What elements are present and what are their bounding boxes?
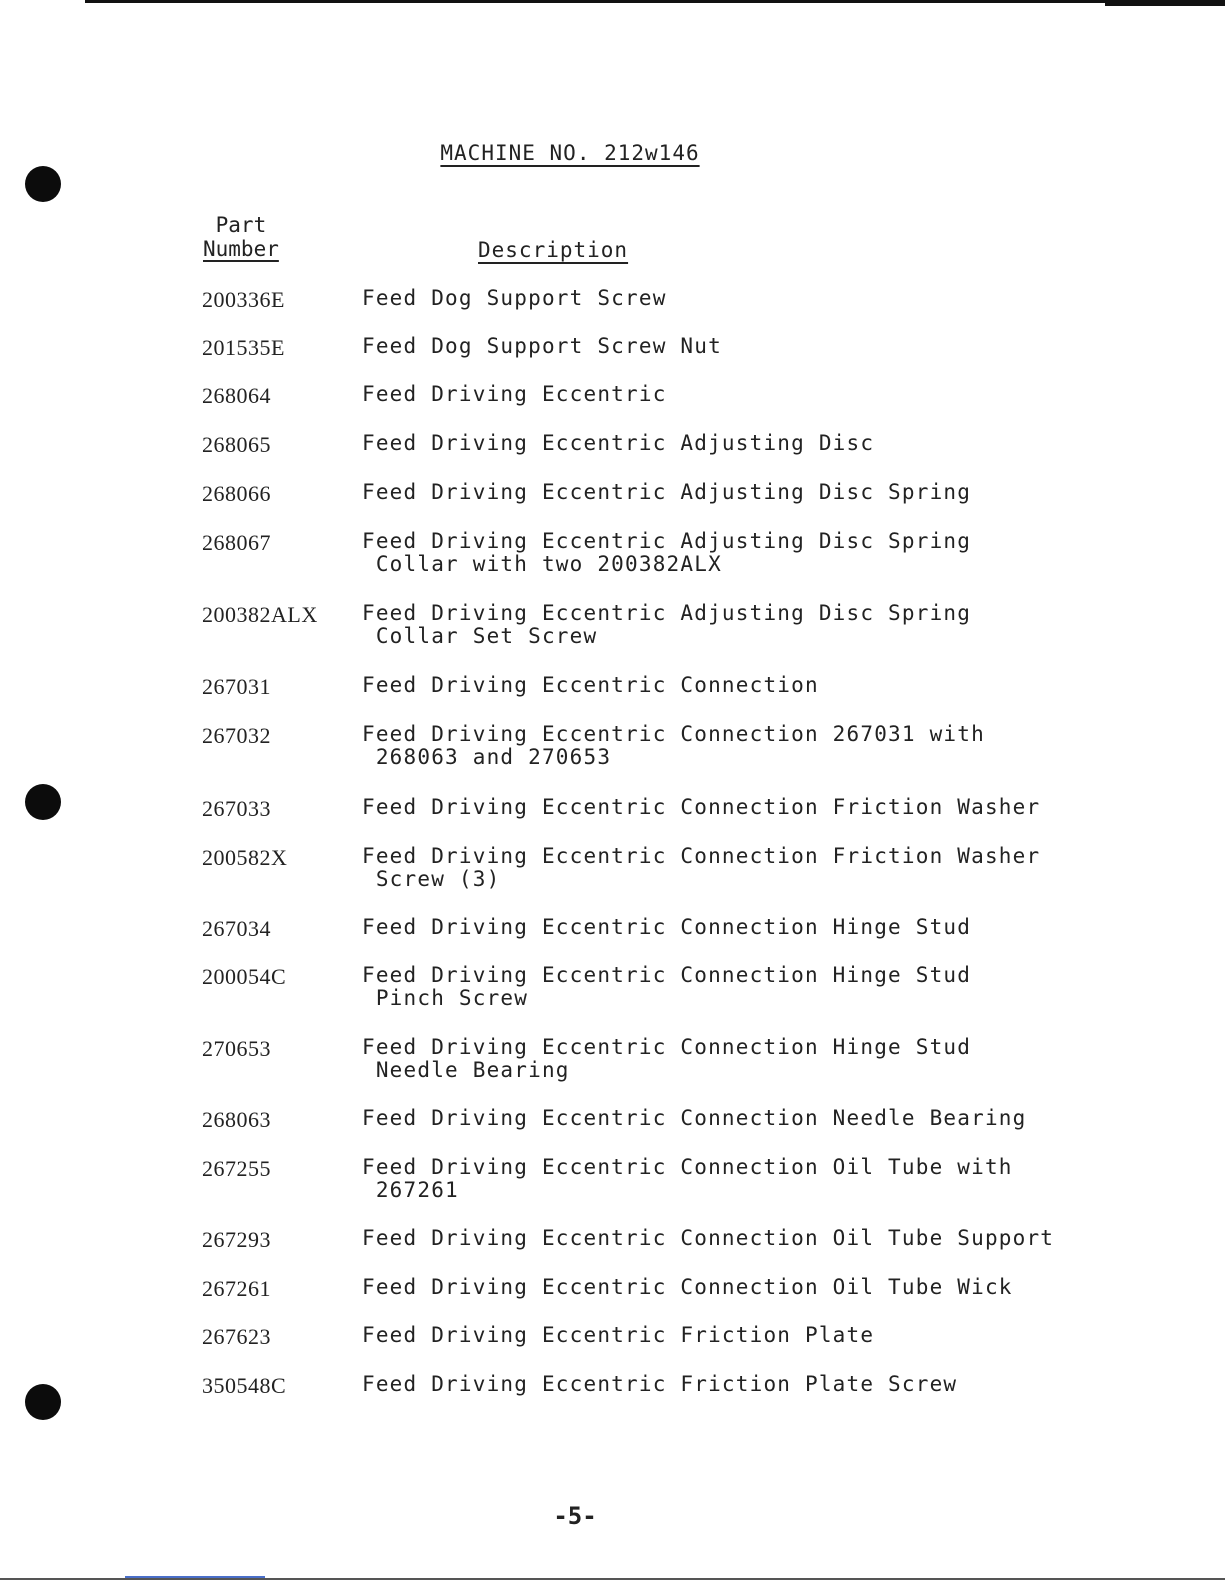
part-description: Feed Dog Support Screw <box>362 286 667 310</box>
part-description: Feed Driving Eccentric Connection 267031 with 268063 and 270653 <box>362 722 985 769</box>
part-number: 200054C <box>202 964 287 989</box>
part-description: Feed Driving Eccentric Connection <box>362 673 819 697</box>
part-description: Feed Driving Eccentric Connection Hinge Stud <box>362 915 972 939</box>
description-header: Description <box>478 238 629 262</box>
part-description: Feed Driving Eccentric Adjusting Disc <box>362 431 875 455</box>
part-description: Feed Driving Eccentric Connection Hinge Stud Pinch Screw <box>362 963 972 1010</box>
part-description: Feed Driving Eccentric Connection Oil Tube Wick <box>362 1275 1013 1299</box>
part-number: 350548C <box>202 1373 287 1398</box>
page-number: -5- <box>553 1502 597 1530</box>
part-number: 200582X <box>202 845 288 870</box>
part-number-header <box>203 213 279 261</box>
part-number: 267293 <box>202 1227 271 1252</box>
part-number: 270653 <box>202 1036 271 1061</box>
part-number: 201535E <box>202 335 285 360</box>
page-title: MACHINE NO. 212w146 <box>440 141 700 165</box>
part-number: 268063 <box>202 1107 271 1132</box>
part-number: 267261 <box>202 1276 271 1301</box>
top-border-mark <box>1105 0 1225 6</box>
part-number-header-line2: Number <box>203 237 279 261</box>
part-description: Feed Driving Eccentric Adjusting Disc Spring Collar with two 200382ALX <box>362 529 972 576</box>
part-description: Feed Driving Eccentric Friction Plate <box>362 1323 875 1347</box>
punch-hole-top <box>25 166 61 202</box>
part-description: Feed Driving Eccentric Connection Oil Tube Support <box>362 1226 1055 1250</box>
part-number: 267031 <box>202 674 271 699</box>
part-description: Feed Driving Eccentric Adjusting Disc Spring Collar Set Screw <box>362 601 972 648</box>
part-number: 268064 <box>202 383 271 408</box>
part-description: Feed Driving Eccentric Friction Plate Screw <box>362 1372 958 1396</box>
part-description: Feed Driving Eccentric Adjusting Disc Spring <box>362 480 972 504</box>
bottom-border-accent <box>125 1576 265 1578</box>
part-number: 267034 <box>202 916 271 941</box>
part-number: 268067 <box>202 530 271 555</box>
part-number: 268066 <box>202 481 271 506</box>
punch-hole-middle <box>25 784 61 820</box>
bottom-border-line <box>0 1578 1225 1580</box>
part-number: 267255 <box>202 1156 271 1181</box>
part-description: Feed Driving Eccentric Connection Oil Tube with 267261 <box>362 1155 1013 1202</box>
part-number: 267032 <box>202 723 271 748</box>
part-number: 200336E <box>202 287 285 312</box>
part-description: Feed Driving Eccentric Connection Needle Bearing <box>362 1106 1027 1130</box>
part-number: 267623 <box>202 1324 271 1349</box>
part-number: 268065 <box>202 432 271 457</box>
part-number-header-line1: Part <box>215 213 267 237</box>
punch-hole-bottom <box>25 1384 61 1420</box>
part-number: 200382ALX <box>202 602 318 627</box>
part-description: Feed Driving Eccentric Connection Hinge Stud Needle Bearing <box>362 1035 972 1082</box>
part-description: Feed Driving Eccentric Connection Friction Washer <box>362 795 1041 819</box>
part-description: Feed Driving Eccentric Connection Friction Washer Screw (3) <box>362 844 1041 891</box>
top-border-line <box>85 0 1225 3</box>
part-description: Feed Dog Support Screw Nut <box>362 334 722 358</box>
part-description: Feed Driving Eccentric <box>362 382 667 406</box>
part-number: 267033 <box>202 796 271 821</box>
